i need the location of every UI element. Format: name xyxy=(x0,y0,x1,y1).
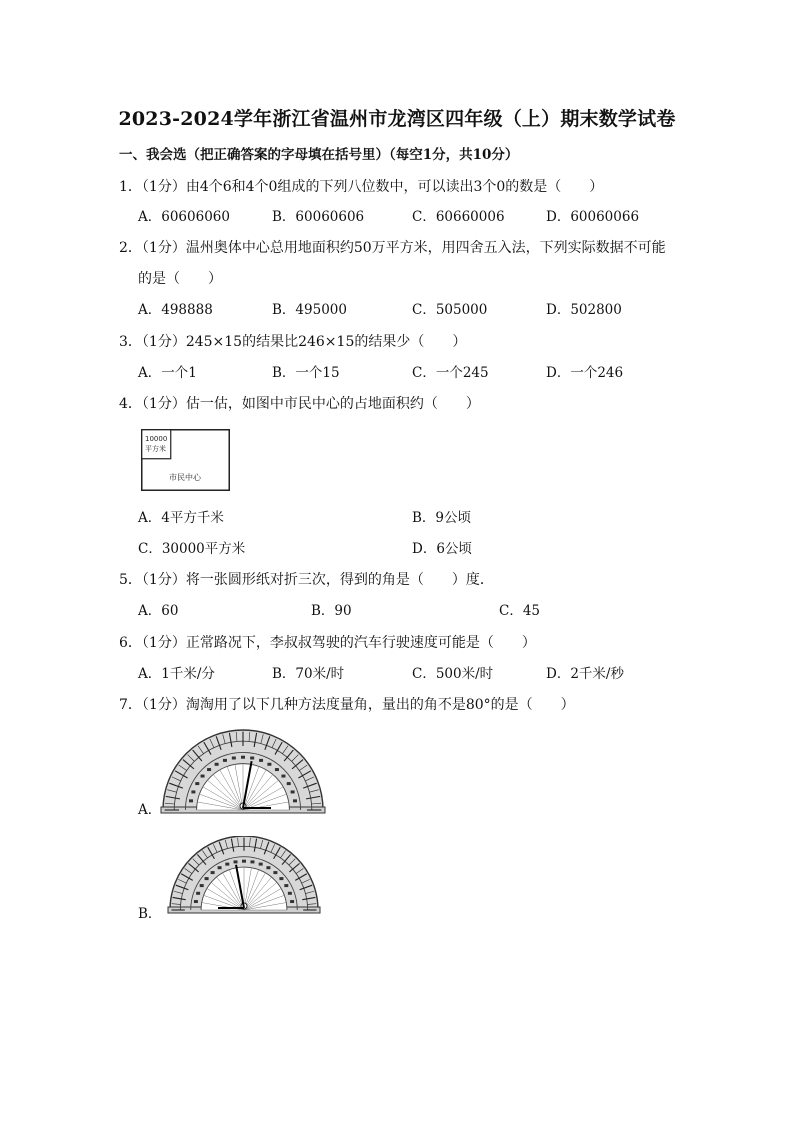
q1-option-a: A．60606060 xyxy=(138,209,230,225)
small-square-label-2: 平方米 xyxy=(145,445,166,453)
q7-option-a: A． xyxy=(138,802,162,818)
q3-option-a: A．一个1 xyxy=(138,365,197,381)
q3-option-c: C．一个245 xyxy=(412,365,489,381)
q5-option-b: B．90 xyxy=(311,603,352,619)
q2-option-b: B．495000 xyxy=(272,302,347,318)
small-square-label-1: 10000 xyxy=(145,435,168,443)
q1-option-c: C．60660006 xyxy=(412,209,505,225)
q6-option-c: C．500米/时 xyxy=(412,666,494,682)
section-heading: 一、我会选（把正确答案的字母填在括号里）（每空1分，共10分） xyxy=(119,147,519,163)
q3-option-b: B．一个15 xyxy=(272,365,340,381)
q2-option-c: C．505000 xyxy=(412,302,488,318)
page-title: 2023-2024学年浙江省温州市龙湾区四年级（上）期末数学试卷 xyxy=(118,108,676,130)
q2-option-d: D．502800 xyxy=(546,302,622,318)
q6-option-b: B．70米/时 xyxy=(272,666,345,682)
q3-option-d: D．一个246 xyxy=(546,365,624,381)
question-2-cont: 的是（ ） xyxy=(138,271,222,287)
area-figure xyxy=(141,429,230,491)
q4-option-d: D．6公顷 xyxy=(412,541,472,557)
question-5: 5．（1分）将一张圆形纸对折三次，得到的角是（ ）度． xyxy=(119,572,494,588)
question-2: 2．（1分）温州奥体中心总用地面积约50万平方米，用四舍五入法，下列实际数据不可能 xyxy=(119,240,666,256)
question-3: 3．（1分）245×15的结果比246×15的结果少（ ） xyxy=(119,334,467,350)
question-6: 6．（1分）正常路况下，李叔叔驾驶的汽车行驶速度可能是（ ） xyxy=(119,635,536,651)
protractor-image-a xyxy=(160,728,326,816)
question-7: 7．（1分）淘淘用了以下几种方法度量角，量出的角不是80°的是（ ） xyxy=(119,697,575,713)
question-4: 4．（1分）估一估，如图中市民中心的占地面积约（ ） xyxy=(119,396,480,412)
q5-option-a: A．60 xyxy=(138,603,179,619)
q2-option-a: A．498888 xyxy=(138,302,213,318)
q1-option-d: D．60060066 xyxy=(546,209,640,225)
q1-option-b: B．60060606 xyxy=(272,209,365,225)
q4-option-a: A．4平方千米 xyxy=(138,510,224,526)
q4-option-c: C．30000平方米 xyxy=(138,541,246,557)
protractor-image-b xyxy=(166,836,322,916)
q4-option-b: B．9公顷 xyxy=(412,510,472,526)
q5-option-c: C．45 xyxy=(499,603,541,619)
civic-center-label: 市民中心 xyxy=(169,473,201,482)
q7-option-b: B． xyxy=(138,906,162,922)
q6-option-d: D．2千米/秒 xyxy=(546,666,624,682)
question-1: 1．（1分）由4个6和4个0组成的下列八位数中，可以读出3个0的数是（ ） xyxy=(119,179,604,195)
q6-option-a: A．1千米/分 xyxy=(138,666,215,682)
